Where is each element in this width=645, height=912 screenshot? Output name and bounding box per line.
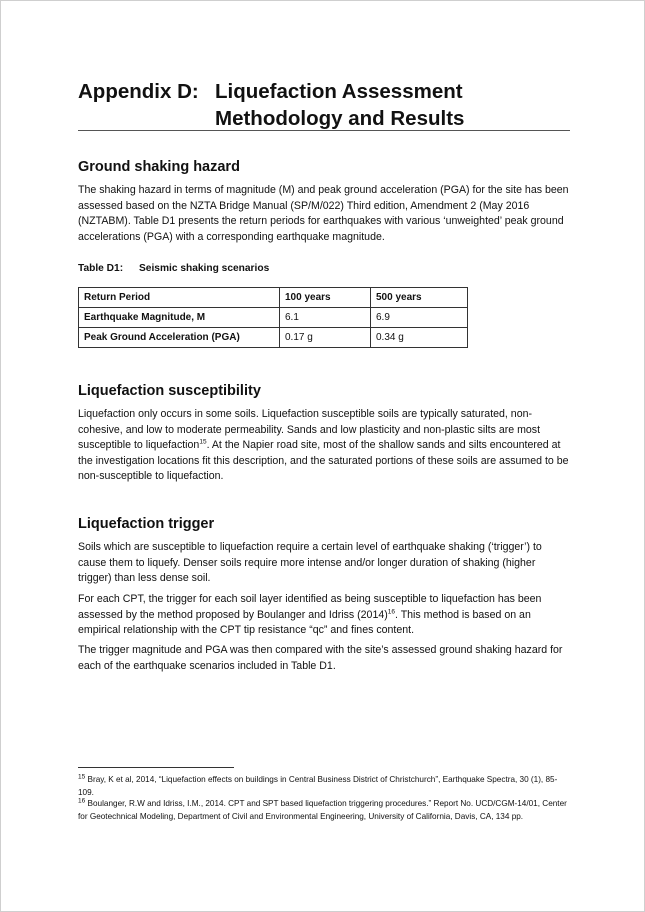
footnote-number: 16: [78, 797, 86, 805]
table-cell: 6.1: [280, 308, 371, 328]
table-row: [79, 308, 468, 328]
table-header-cell: 500 years: [371, 288, 468, 308]
table-row-label: Peak Ground Acceleration (PGA): [79, 328, 280, 348]
table-caption-title: Seismic shaking scenarios: [139, 263, 270, 274]
trigger-text-start: For each CPT, the trigger for each soil layer identified as being susceptible to liquefaction has been assessed by the method proposed by Boulanger and Idriss (2014): [78, 593, 542, 621]
table-header-cell: 100 years: [280, 288, 371, 308]
paragraph-trigger-1: Soils which are susceptible to liquefaction require a certain level of earthquake shaking (‘trigger’) to cause them to liquefy. Denser soils require more intense and/or longer duration of shaking (higher trigger) than less dense soil.: [78, 541, 542, 585]
appendix-label: Appendix D:: [78, 80, 199, 103]
table-cell: 6.9: [371, 308, 468, 328]
footnote-text: Bray, K et al, 2014, “Liquefaction effects on buildings in Central Business District of Christchurch”, Earthquake Spectra, 30 (1), 85-109.: [78, 775, 558, 797]
table-cell: 0.34 g: [371, 328, 468, 348]
footnote-divider: [78, 767, 234, 768]
footnote-reference[interactable]: 16: [387, 608, 395, 616]
table-row: [79, 328, 468, 348]
heading-liquefaction-trigger: Liquefaction trigger: [78, 516, 215, 532]
paragraph-trigger-3: The trigger magnitude and PGA was then compared with the site’s assessed ground shaking hazard for each of the earthquake scenarios included in Table D1.: [78, 644, 563, 672]
title-divider: [78, 130, 570, 131]
trigger-text-end: . This method is based on an empirical relationship with the CPT tip resistance “qc” and fines content.: [78, 608, 531, 637]
paragraph-ground-shaking: The shaking hazard in terms of magnitude (M) and peak ground acceleration (PGA) for the site has been assessed based on the NZTA Bridge Manual (SP/M/022) Third edition, Amendment 2 (May 2016 (NZTABM). Table D1 presents the return periods for earthquakes with various ‘unweighted’ peak ground accelerations (PGA) with a corresponding earthquake magnitude.: [78, 184, 569, 243]
table-caption: [78, 263, 269, 274]
footnote-number: 15: [78, 773, 86, 781]
footnote-15: [78, 774, 570, 799]
paragraph-trigger-2: [78, 592, 570, 639]
heading-liquefaction-susceptibility: Liquefaction susceptibility: [78, 383, 261, 399]
paragraph-susceptibility: [78, 407, 570, 485]
table-header-row: [79, 288, 468, 308]
table-caption-number: Table D1:: [78, 263, 124, 274]
appendix-title: Liquefaction Assessment Methodology and Results: [215, 80, 465, 130]
susceptibility-text-start: Liquefaction only occurs in some soils. Liquefaction susceptible soils are typically saturated, non-cohesive, and low to moderate permeability. Sands and low plasticity and non-plastic silts are most susceptible to liquefaction: [78, 408, 541, 452]
seismic-scenarios-table: [78, 287, 468, 348]
footnote-16: [78, 798, 570, 823]
footnote-text: Boulanger, R.W and Idriss, I.M., 2014. CPT and SPT based liquefaction triggering procedures.” Report No. UCD/CGM-14/01, Center for Geotechnical Modeling, Department of Civil and Environmental Engineering, University of California, Davis, CA, 134 pp.: [78, 799, 567, 821]
table-row-label: Earthquake Magnitude, M: [79, 308, 280, 328]
table-cell: 0.17 g: [280, 328, 371, 348]
table-header-cell: Return Period: [79, 288, 280, 308]
susceptibility-text-end: . At the Napier road site, most of the shallow sands and silts encountered at the investigation locations fit this description, and the saturated portions of these soils are assumed to be non-susceptible to liquefaction.: [78, 439, 569, 483]
footnote-reference[interactable]: 15: [199, 438, 207, 446]
heading-ground-shaking-hazard: Ground shaking hazard: [78, 159, 240, 175]
